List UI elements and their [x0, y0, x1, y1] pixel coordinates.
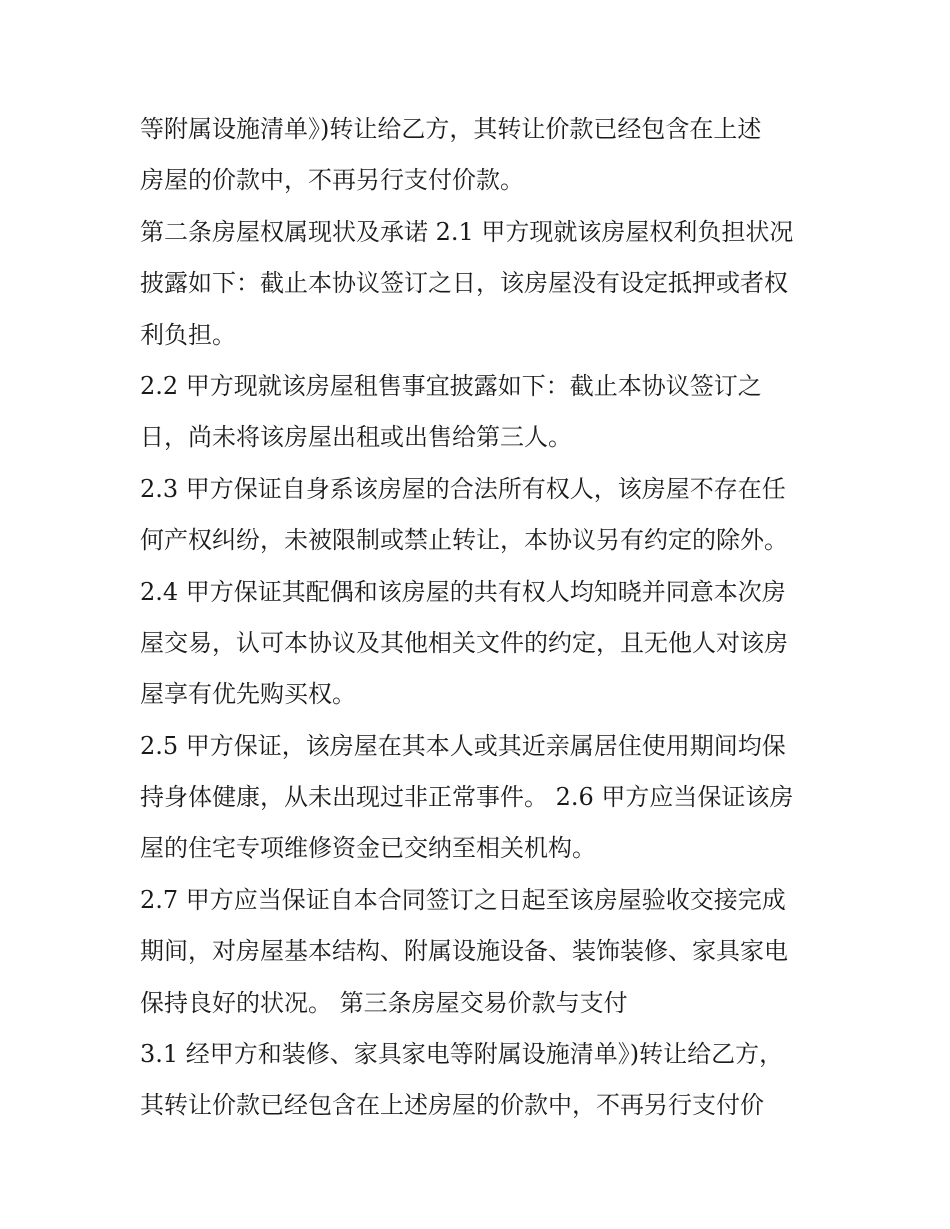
text-line: 屋交易，认可本协议及其他相关文件的约定，且无他人对该房 — [140, 628, 788, 657]
text-line: 2.7 甲方应当保证自本合同签订之日起至该房屋验收交接完成 — [140, 885, 786, 914]
text-line: 房屋的价款中，不再另行支付价款。 — [140, 166, 524, 195]
text-line: 3.1 经甲方和装修、家具家电等附属设施清单》)转让给乙方， — [140, 1040, 784, 1069]
text-line: 日，尚未将该房屋出租或出售给第三人。 — [140, 423, 572, 452]
text-line: 保持良好的状况。 第三条房屋交易价款与支付 — [140, 988, 628, 1017]
text-line: 第二条房屋权属现状及承诺 2.1 甲方现就该房屋权利负担状况 — [140, 217, 794, 246]
text-line: 2.4 甲方保证其配偶和该房屋的共有权人均知晓并同意本次房 — [140, 577, 786, 606]
text-line: 2.3 甲方保证自身系该房屋的合法所有权人，该房屋不存在任 — [140, 474, 786, 503]
document-body — [140, 104, 830, 1132]
text-line: 何产权纠纷，未被限制或禁止转让，本协议另有约定的除外。 — [140, 526, 788, 555]
text-line: 等附属设施清单》)转让给乙方，其转让价款已经包含在上述 — [140, 115, 762, 143]
text-line: 持身体健康，从未出现过非正常事件。 2.6 甲方应当保证该房 — [140, 783, 794, 812]
text-line: 2.5 甲方保证，该房屋在其本人或其近亲属居住使用期间均保 — [140, 731, 786, 760]
text-line: 屋享有优先购买权。 — [140, 680, 356, 709]
text-line: 2.2 甲方现就该房屋租售事宜披露如下：截止本协议签订之 — [140, 371, 762, 400]
text-line: 屋的住宅专项维修资金已交纳至相关机构。 — [140, 834, 596, 863]
text-line: 利负担。 — [140, 320, 236, 349]
text-line: 披露如下：截止本协议签订之日，该房屋没有设定抵押或者权 — [140, 269, 788, 298]
text-line: 其转让价款已经包含在上述房屋的价款中，不再另行支付价 — [140, 1091, 764, 1120]
text-line: 期间，对房屋基本结构、附属设施设备、装饰装修、家具家电 — [140, 937, 788, 966]
